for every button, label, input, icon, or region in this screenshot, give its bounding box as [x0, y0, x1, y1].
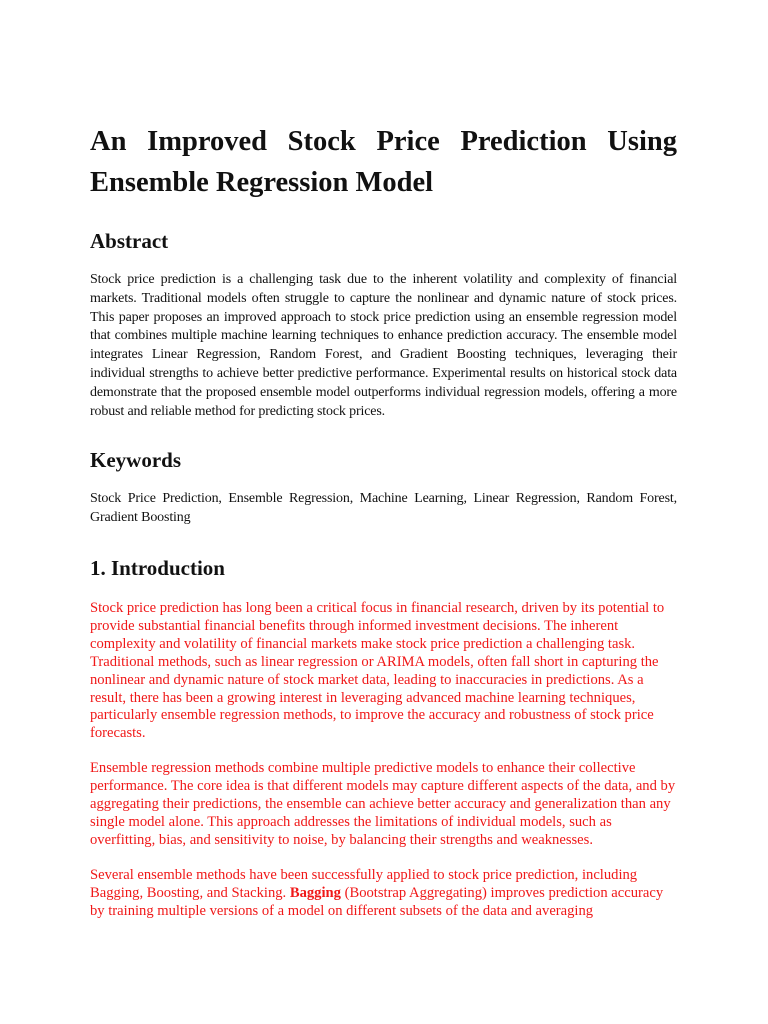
introduction-heading: 1. Introduction — [90, 555, 225, 580]
keywords-text: Stock Price Prediction, Ensemble Regression, Machine Learning, Linear Regression, Random Forest, Gradient Boosting — [90, 491, 677, 526]
introduction-paragraph-2: Ensemble regression methods combine multiple predictive models to enhance their collective performance. The core idea is that different models may capture different aspects of the data, and by aggregating their predictions, the ensemble can achieve better accuracy and generalization than any single model alone. This approach addresses the limitations of individual models, such as overfitting, bias, and sensitivity to noise, by balancing their strengths and weaknesses. — [90, 760, 676, 848]
abstract-heading: Abstract — [90, 229, 169, 253]
paragraph-3-rest: (Bootstrap Aggregating) improves prediction accuracy by training multiple versions of a model on different subsets of the data and averaging — [90, 884, 664, 919]
bagging-term: Bagging — [289, 884, 341, 901]
document-page — [90, 121, 677, 920]
paragraph-3-lead: Several ensemble methods have been successfully applied to stock price prediction, including Bagging, Boosting, and Stacking. — [90, 866, 638, 901]
keywords-heading: Keywords — [90, 448, 181, 473]
introduction-paragraph-1: Stock price prediction has long been a critical focus in financial research, driven by its potential to provide substantial financial benefits through informed investment decisions. The inherent complexity and volatility of financial markets make stock price prediction a challenging task. Traditional methods, such as linear regression or ARIMA models, often fall short in capturing the nonlinear and dynamic nature of stock market data, leading to inaccuracies in predictions. As a result, there has been a growing interest in leveraging advanced machine learning techniques, particularly ensemble regression methods, to improve the accuracy and robustness of stock price forecasts. — [90, 599, 665, 742]
abstract-text: Stock price prediction is a challenging task due to the inherent volatility and complexity of financial markets. Traditional models often struggle to capture the nonlinear and dynamic nature of stock prices. This paper proposes an improved approach to stock price prediction using an ensemble regression model that combines multiple machine learning techniques to enhance prediction accuracy. The ensemble model integrates Linear Regression, Random Forest, and Gradient Boosting techniques, leveraging their individual strengths to achieve better predictive performance. Experimental results on historical stock data demonstrate that the proposed ensemble model outperforms individual regression models, offering a more robust and reliable method for predicting stock prices. — [90, 272, 677, 419]
document-title: An Improved Stock Price Prediction Using Ensemble Regression Model — [90, 126, 677, 198]
introduction-paragraph-3 — [90, 867, 677, 921]
